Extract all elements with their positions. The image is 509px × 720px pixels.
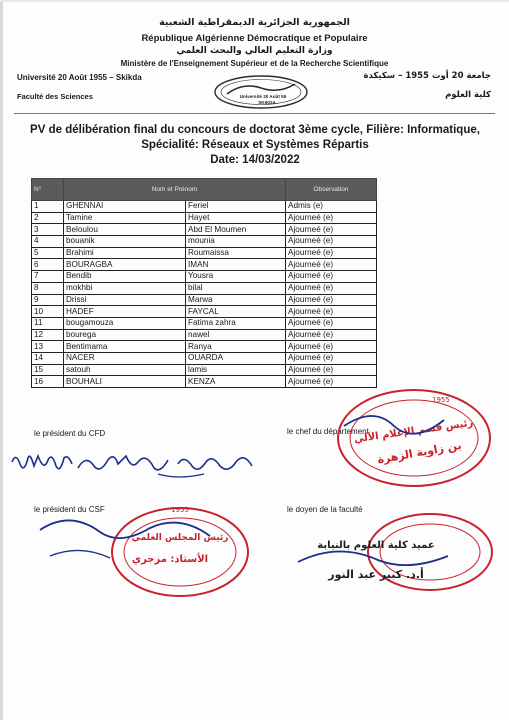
title-line-3: Date: 14/03/2022: [210, 154, 300, 166]
cell-number: 14: [32, 352, 64, 364]
cell-observation: Ajourneé (e): [286, 317, 377, 329]
cell-first-name: Ranya: [186, 341, 286, 353]
doyen-label: le doyen de la faculté: [287, 505, 363, 514]
dean-stamp-title: عميد كلية العلوم بالنيابة: [317, 540, 435, 551]
table-row: [32, 247, 377, 259]
cell-first-name: Fatima zahra: [186, 317, 286, 329]
cell-number: 9: [32, 294, 64, 306]
cell-observation: Ajourneé (e): [286, 259, 377, 271]
cell-number: 8: [32, 282, 64, 294]
faculty-name-fr: Faculté des Sciences: [17, 92, 93, 101]
header-name: Nom et Prénom: [64, 179, 286, 201]
cell-observation: Ajourneé (e): [286, 294, 377, 306]
cell-observation: Admis (e): [286, 201, 377, 213]
cell-last-name: Bendib: [64, 271, 186, 283]
csf-stamp-title: رئيس المجلس العلمي: [131, 533, 229, 543]
university-logo: [213, 74, 309, 110]
cell-first-name: Feriel: [186, 201, 286, 213]
table-row: [32, 352, 377, 364]
table-row: [32, 271, 377, 283]
cell-last-name: bourega: [64, 329, 186, 341]
table-row: [32, 282, 377, 294]
scan-edge: [0, 0, 3, 720]
table-row: [32, 317, 377, 329]
cell-last-name: Tamine: [64, 212, 186, 224]
cell-first-name: Yousra: [186, 271, 286, 283]
cell-observation: Ajourneé (e): [286, 341, 377, 353]
logo-text: Université 20 Août 55: [239, 94, 287, 99]
cell-first-name: KENZA: [186, 376, 286, 388]
cell-last-name: Drissi: [64, 294, 186, 306]
table-row: [32, 341, 377, 353]
cell-last-name: Brahimi: [64, 247, 186, 259]
cell-last-name: Bentimama: [64, 341, 186, 353]
cell-first-name: OUARDA: [186, 352, 286, 364]
cell-number: 10: [32, 306, 64, 318]
cell-number: 6: [32, 259, 64, 271]
cell-first-name: Hayet: [186, 212, 286, 224]
table-row: [32, 329, 377, 341]
logo-city: SKIKDA: [258, 100, 276, 105]
table-row: [32, 294, 377, 306]
table-row: [32, 224, 377, 236]
scan-edge-top: [0, 0, 509, 2]
department-stamp: [334, 386, 494, 490]
table-row: [32, 259, 377, 271]
cell-first-name: nawel: [186, 329, 286, 341]
faculty-name-ar: كلية العلوم: [445, 90, 491, 100]
president-csf-label: le président du CSF: [34, 505, 105, 514]
chef-departement-label: le chef du département: [287, 427, 369, 436]
table-row: [32, 376, 377, 388]
cell-number: 7: [32, 271, 64, 283]
cell-first-name: Abd El Moumen: [186, 224, 286, 236]
cell-number: 3: [32, 224, 64, 236]
cell-first-name: Marwa: [186, 294, 286, 306]
table-row: [32, 364, 377, 376]
cell-observation: Ajourneé (e): [286, 352, 377, 364]
university-name-fr: Université 20 Août 1955 – Skikda: [17, 73, 142, 82]
cell-number: 11: [32, 317, 64, 329]
cell-observation: Ajourneé (e): [286, 212, 377, 224]
cell-last-name: bouanik: [64, 236, 186, 248]
header-number: N°: [32, 179, 64, 201]
cell-number: 5: [32, 247, 64, 259]
results-table: [31, 178, 377, 388]
cell-observation: Ajourneé (e): [286, 236, 377, 248]
cell-last-name: NACER: [64, 352, 186, 364]
dept-stamp-name: بن زاوية الزهرة: [376, 438, 463, 467]
cell-number: 13: [32, 341, 64, 353]
cell-first-name: FAYCAL: [186, 306, 286, 318]
cell-observation: Ajourneé (e): [286, 224, 377, 236]
csf-stamp: [30, 500, 260, 600]
cell-observation: Ajourneé (e): [286, 376, 377, 388]
dept-stamp-year: 1955: [432, 396, 450, 404]
french-ministry-title: Ministère de l'Enseignement Supérieur et de la Recherche Scientifique: [120, 59, 389, 68]
cell-first-name: lamis: [186, 364, 286, 376]
university-name-ar: جامعة 20 أوت 1955 – سكيكدة: [363, 71, 491, 81]
dept-stamp-title: رئيس قسم الإعلام الآلي: [353, 417, 474, 446]
cell-last-name: GHENNAI: [64, 201, 186, 213]
cell-observation: Ajourneé (e): [286, 364, 377, 376]
cell-number: 15: [32, 364, 64, 376]
title-line-1: PV de délibération final du concours de doctorat 3ème cycle, Filière: Informatique,: [30, 124, 480, 136]
cell-last-name: Beloulou: [64, 224, 186, 236]
cell-number: 1: [32, 201, 64, 213]
cell-first-name: IMAN: [186, 259, 286, 271]
header-divider: [14, 113, 495, 114]
dean-stamp: [258, 512, 498, 598]
cell-first-name: Roumaissa: [186, 247, 286, 259]
cell-last-name: BOURAGBA: [64, 259, 186, 271]
cell-number: 4: [32, 236, 64, 248]
title-line-2: Spécialité: Réseaux et Systèmes Répartis: [141, 139, 369, 151]
table-row: [32, 212, 377, 224]
csf-stamp-year: 1955: [171, 506, 189, 514]
arabic-republic-title: الجمهورية الجزائرية الديمقراطية الشعبية: [159, 17, 350, 28]
cell-observation: Ajourneé (e): [286, 247, 377, 259]
cell-number: 2: [32, 212, 64, 224]
header-observation: Observation: [286, 179, 377, 201]
cell-last-name: bougamouza: [64, 317, 186, 329]
table-header-row: [32, 179, 377, 201]
table-row: [32, 236, 377, 248]
french-republic-title: République Algérienne Démocratique et Populaire: [141, 33, 368, 44]
cell-last-name: satouh: [64, 364, 186, 376]
cell-last-name: mokhbi: [64, 282, 186, 294]
cell-last-name: HADEF: [64, 306, 186, 318]
table-row: [32, 201, 377, 213]
dean-stamp-name: أ.د. كبير عبد النور: [328, 568, 424, 581]
arabic-ministry-title: وزارة التعليم العالي والبحث العلمي: [176, 46, 333, 56]
document-title: [20, 123, 490, 168]
cell-observation: Ajourneé (e): [286, 282, 377, 294]
cell-first-name: bilal: [186, 282, 286, 294]
cell-number: 12: [32, 329, 64, 341]
cell-observation: Ajourneé (e): [286, 271, 377, 283]
table-row: [32, 306, 377, 318]
cell-observation: Ajourneé (e): [286, 329, 377, 341]
president-cfd-label: le président du CFD: [34, 429, 106, 438]
csf-stamp-name: الأستاذ: مزجري: [131, 554, 209, 565]
cell-first-name: mounia: [186, 236, 286, 248]
cell-last-name: BOUHALI: [64, 376, 186, 388]
cell-observation: Ajourneé (e): [286, 306, 377, 318]
president-cfd-signature: [8, 444, 268, 486]
cell-number: 16: [32, 376, 64, 388]
